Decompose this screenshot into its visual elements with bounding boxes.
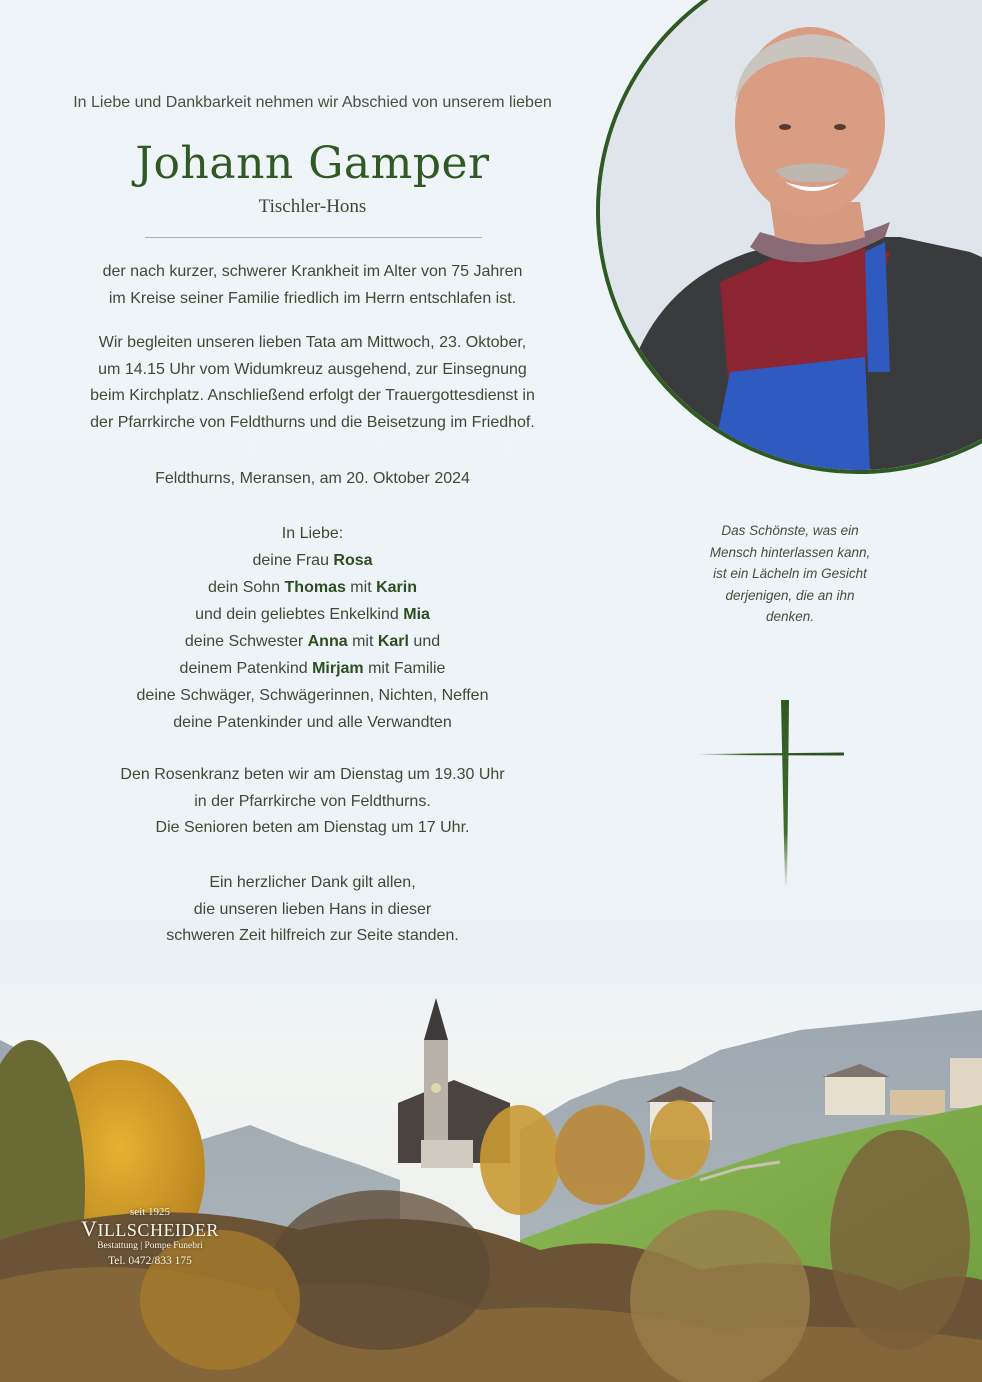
- text-line: die unseren lieben Hans in dieser: [193, 900, 432, 918]
- funeral-details-paragraph: [40, 330, 585, 436]
- portrait-photo: [596, 0, 982, 474]
- text-line: der nach kurzer, schwerer Krankheit im Alter von 75 Jahren: [102, 263, 523, 280]
- quote-line: derjenigen, die an ihn: [725, 587, 855, 603]
- rosary-paragraph: [40, 762, 585, 842]
- quote-line: Das Schönste, was ein: [721, 523, 859, 538]
- thanks-paragraph: [40, 870, 585, 950]
- family-line: deine Schwäger, Schwägerinnen, Nichten, Neffen: [136, 687, 489, 704]
- deceased-nickname: Tischler-Hons: [258, 196, 367, 217]
- family-line: deinem Patenkind Mirjam mit Familie: [179, 660, 446, 677]
- intro-text: In Liebe und Dankbarkeit nehmen wir Abschied von unserem lieben: [73, 94, 552, 111]
- funeral-home-name: VILLSCHEIDER: [81, 1216, 219, 1241]
- death-notice-paragraph: [40, 259, 585, 312]
- funeral-home-phone: Tel. 0472/833 175: [108, 1255, 192, 1267]
- family-line: deine Patenkinder und alle Verwandten: [173, 714, 452, 731]
- divider: [145, 237, 482, 238]
- text-line: Die Senioren beten am Dienstag um 17 Uhr.: [155, 819, 470, 836]
- family-list: [40, 520, 585, 736]
- text-line: der Pfarrkirche von Feldthurns und die Beisetzung im Friedhof.: [90, 413, 535, 431]
- quote-line: ist ein Lächeln im Gesicht: [713, 566, 867, 581]
- family-line: dein Sohn Thomas mit Karin: [208, 579, 417, 596]
- funeral-home-subtitle: Bestattung | Pompe Funebri: [97, 1241, 203, 1251]
- text-line: beim Kirchplatz. Anschließend erfolgt der Trauergottesdienst in: [90, 387, 535, 404]
- place-date: Feldthurns, Meransen, am 20. Oktober 2024: [155, 470, 470, 487]
- family-heading: In Liebe:: [281, 525, 344, 542]
- cross-icon: [697, 698, 847, 893]
- family-line: deine Frau Rosa: [252, 552, 373, 569]
- text-line: in der Pfarrkirche von Feldthurns.: [194, 792, 431, 810]
- text-line: im Kreise seiner Familie friedlich im Herrn entschlafen ist.: [108, 289, 517, 307]
- text-line: Den Rosenkranz beten wir am Dienstag um 19.30 Uhr: [120, 766, 505, 783]
- text-line: Wir begleiten unseren lieben Tata am Mittwoch, 23. Oktober,: [98, 334, 527, 351]
- deceased-name: Johann Gamper: [135, 138, 490, 189]
- text-line: um 14.15 Uhr vom Widumkreuz ausgehend, zur Einsegnung: [98, 360, 527, 378]
- family-line: deine Schwester Anna mit Karl und: [184, 633, 441, 650]
- landscape-image: [0, 940, 982, 1382]
- family-line: und dein geliebtes Enkelkind Mia: [195, 606, 430, 623]
- text-line: Ein herzlicher Dank gilt allen,: [209, 874, 416, 891]
- quote-line: Mensch hinterlassen kann,: [709, 544, 871, 560]
- since-text: seit 1925: [129, 1206, 171, 1218]
- funeral-home-logo: [70, 1206, 230, 1269]
- memorial-quote: [690, 520, 890, 628]
- quote-line: denken.: [765, 609, 815, 624]
- text-line: schweren Zeit hilfreich zur Seite standen.: [166, 927, 459, 944]
